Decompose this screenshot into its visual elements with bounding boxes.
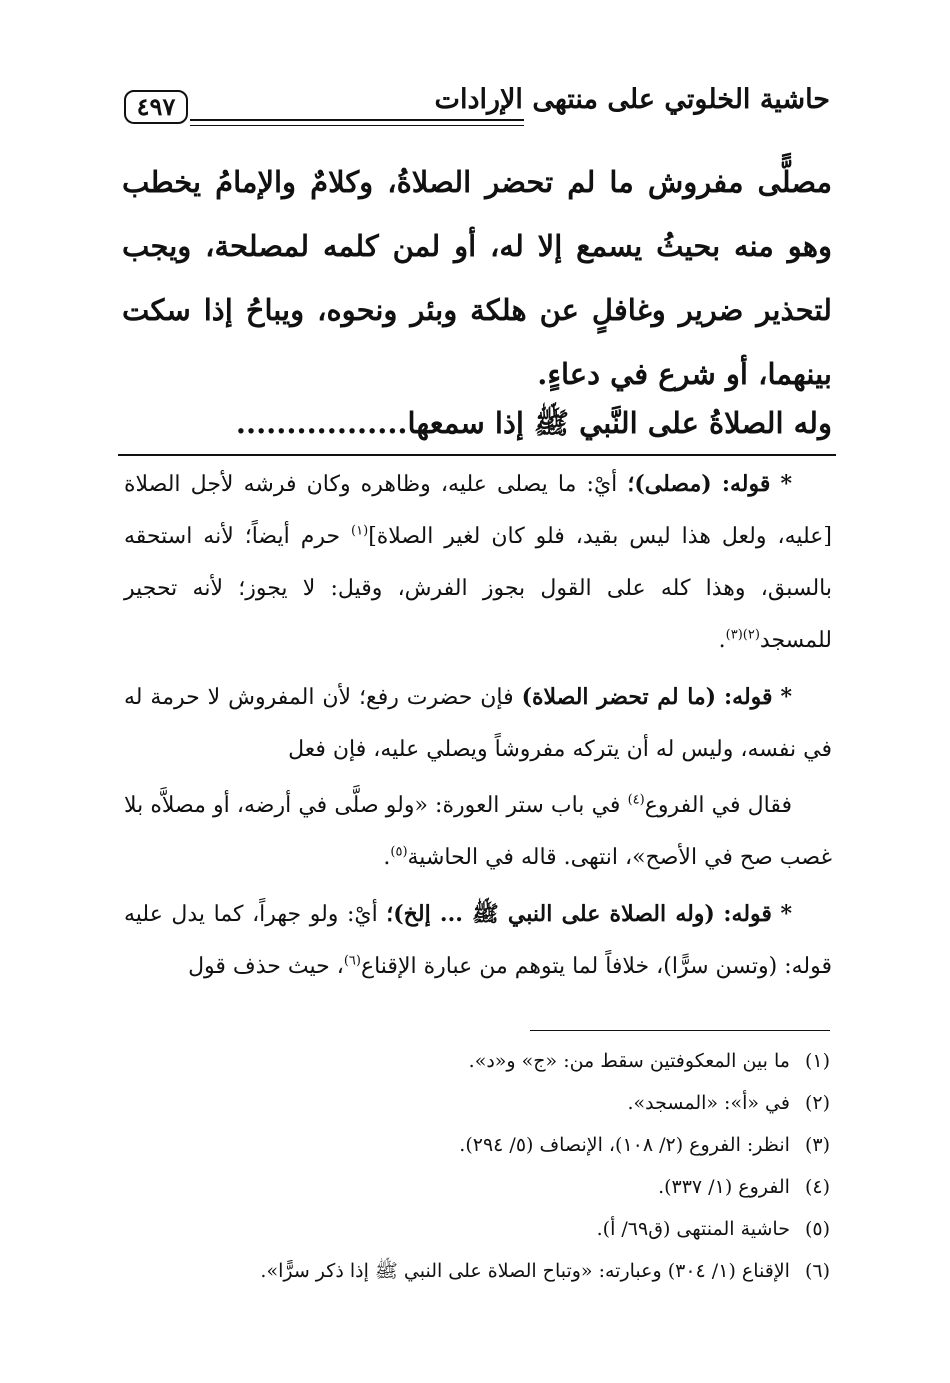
footnote-rule xyxy=(530,1030,830,1031)
footnote-item xyxy=(124,1166,830,1208)
star-marker: * xyxy=(780,684,793,710)
commentary-paragraph-2 xyxy=(124,671,832,776)
commentary-text: حرم أيضاً؛ لأنه استحقه بالسبق، وهذا كله على القول بجوز الفرش، وقيل: لا يجوز؛ لأنه تحجير للمسجد xyxy=(124,524,832,653)
commentary-text: في باب ستر العورة: «ولو صلَّى في أرضه، أو مصلاَّه بلا غصب صح في الأصح»، انتهى. قاله في الحاشية xyxy=(124,793,832,870)
page-header xyxy=(124,84,830,134)
footnote-item xyxy=(124,1082,830,1124)
footnote-number: (٥) xyxy=(804,1218,830,1240)
footnote-ref: (٥) xyxy=(390,844,408,860)
lemma: (ما لم تحضر الصلاة) xyxy=(521,684,717,710)
footnote-number: (٢) xyxy=(804,1092,830,1114)
footnote-text: في «أ»: «المسجد». xyxy=(627,1092,790,1114)
commentary-text: . xyxy=(718,628,726,653)
footnote-text: الفروع (١/ ٣٣٧). xyxy=(658,1176,790,1198)
footnote-item xyxy=(124,1250,830,1292)
commentary-text: ، حيث حذف قول xyxy=(188,954,344,979)
commentary-paragraph-1 xyxy=(124,458,832,667)
footnote-item xyxy=(124,1124,830,1166)
page-number: ٤٩٧ xyxy=(124,90,188,124)
footnote-text: ما بين المعكوفتين سقط من: «ج» و«د». xyxy=(468,1050,790,1072)
commentary-text: أيْ: ما يصلى عليه، وظاهره وكان فرشه لأجل الصلاة [عليه، ولعل هذا ليس بقيد، فلو كان لغير الصلاة] xyxy=(124,472,832,549)
footnote-number: (٣) xyxy=(804,1134,830,1156)
commentary-text: فقال في الفروع xyxy=(644,793,792,818)
footnote-ref: (٦) xyxy=(343,953,361,969)
footnote-ref: (٢)(٣) xyxy=(725,627,760,643)
commentary-paragraph-4 xyxy=(124,888,832,993)
lemma: (مصلى)؛ xyxy=(627,471,712,497)
kawluhu-label: قوله: xyxy=(723,901,772,927)
matn-line xyxy=(124,397,832,449)
lemma: (وله الصلاة على النبي ﷺ ... إلخ)؛ xyxy=(386,901,715,927)
footnote-ref: (٤) xyxy=(627,792,645,808)
footnote-item xyxy=(124,1040,830,1082)
star-marker: * xyxy=(780,901,793,927)
footnote-text: انظر: الفروع (٢/ ١٠٨)، الإنصاف (٥/ ٢٩٤). xyxy=(459,1134,790,1156)
footnote-number: (٦) xyxy=(804,1260,830,1282)
footnote-number: (٤) xyxy=(804,1176,830,1198)
footnotes xyxy=(124,1040,830,1292)
footnote-number: (١) xyxy=(804,1050,830,1072)
commentary-text: . xyxy=(383,845,391,870)
header-rule xyxy=(190,119,524,126)
matn-line-dots: ................. xyxy=(235,406,408,440)
running-title: حاشية الخلوتي على منتهى الإرادات xyxy=(434,84,830,115)
kawluhu-label: قوله: xyxy=(724,684,773,710)
matn-line-text: وله الصلاةُ على النَّبي ﷺ إذا سمعها xyxy=(407,406,832,440)
commentary-text: أيْ: ولو جهراً، كما يدل عليه قوله: (وتسن سرًّا)، خلافاً لما يتوهم من عبارة الإقناع xyxy=(124,902,832,979)
footnote-item xyxy=(124,1208,830,1250)
commentary-text: فإن حضرت رفع؛ لأن المفروش لا حرمة له في نفسه، وليس له أن يتركه مفروشاً ويصلي عليه، فإن فعل xyxy=(124,685,832,762)
footnote-ref: (١) xyxy=(351,523,369,539)
matn-paragraph: مصلًّى مفروش ما لم تحضر الصلاةُ، وكلامٌ والإمامُ يخطب وهو منه بحيثُ يسمع إلا له، أو لمن كلمه لمصلحة، ويجب لتحذير ضرير وغافلٍ عن هلكة وبئر ونحوه، ويباحُ إذا سكت بينهما، أو شرع في دعاءٍ. xyxy=(122,165,832,391)
footnote-text: حاشية المنتهى (ق٦٩/ أ). xyxy=(596,1218,790,1240)
commentary-paragraph-3 xyxy=(124,780,832,884)
matn-divider xyxy=(118,454,836,456)
star-marker: * xyxy=(780,471,792,497)
footnote-text: الإقناع (١/ ٣٠٤) وعبارته: «وتباح الصلاة على النبي ﷺ إذا ذكر سرًّا». xyxy=(260,1260,790,1282)
kawluhu-label: قوله: xyxy=(721,471,771,497)
commentary xyxy=(124,458,832,997)
